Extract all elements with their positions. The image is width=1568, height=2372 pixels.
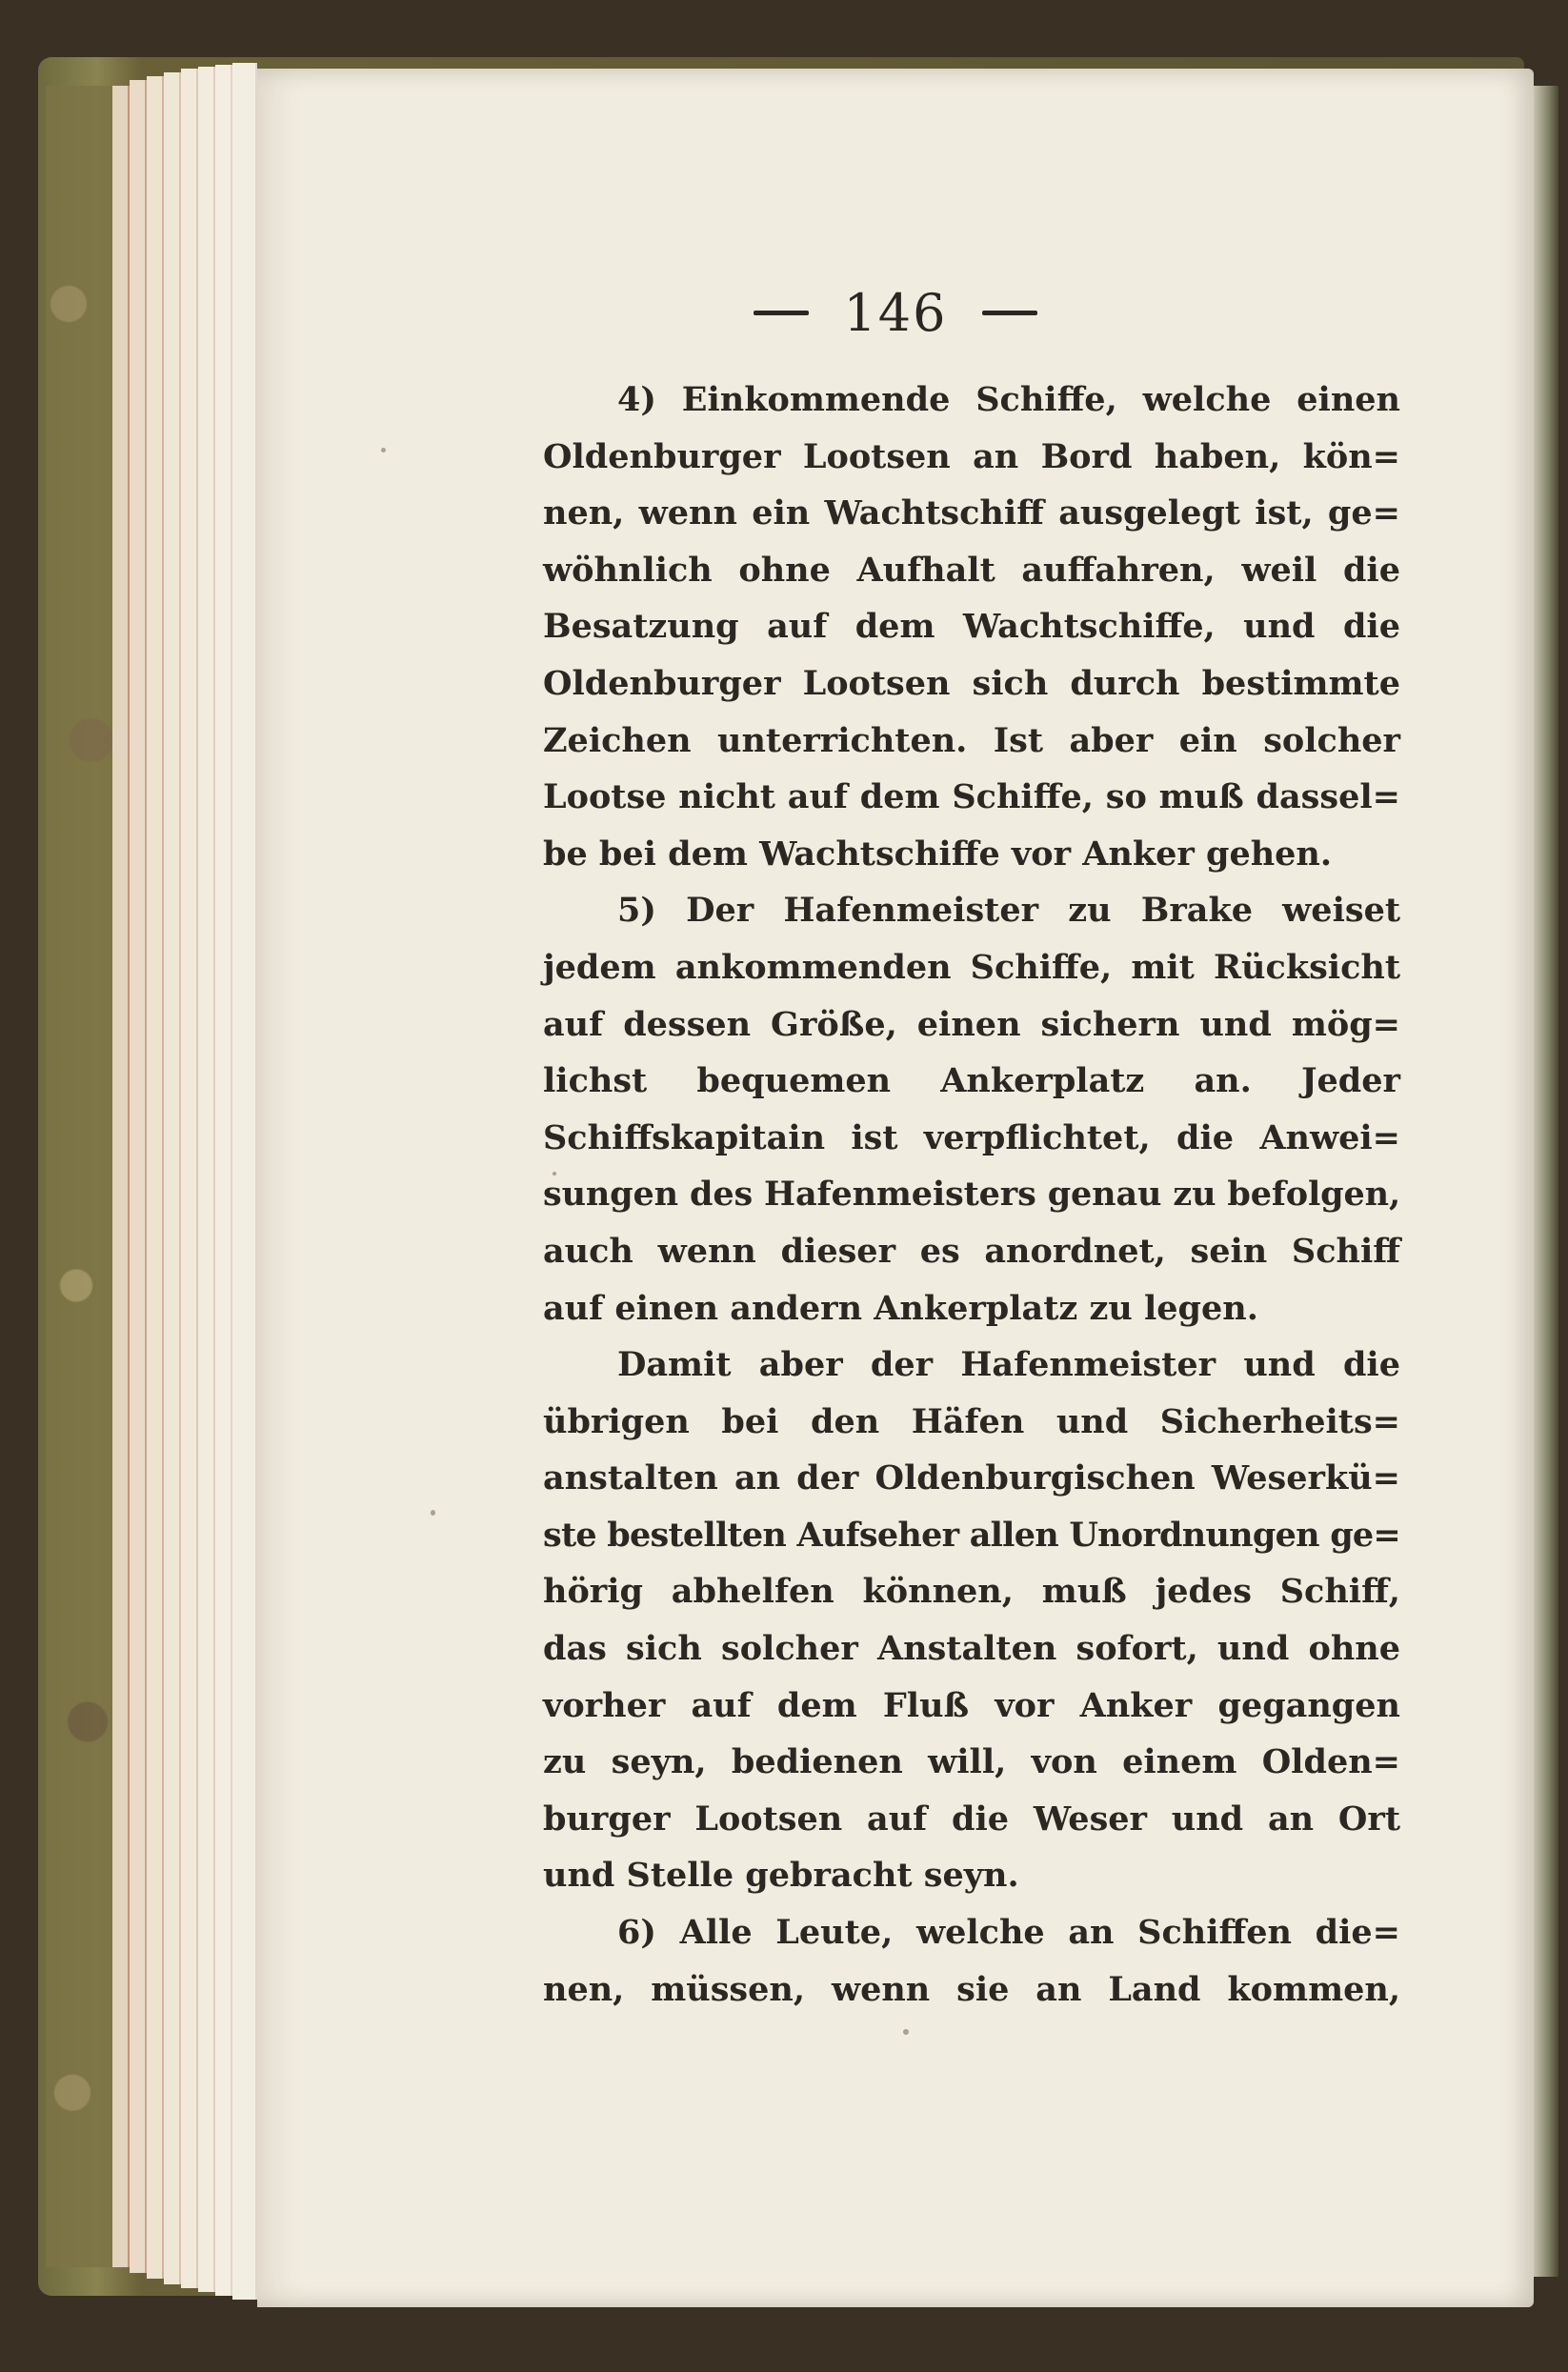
text-line: Oldenburger Lootsen sich durch bestimmte	[543, 663, 1400, 703]
paper-speck	[431, 1510, 435, 1516]
text-line: be bei dem Wachtschiffe vor Anker gehen.	[543, 834, 1333, 874]
paper-speck	[903, 2029, 909, 2035]
text-line: auf einen andern Ankerplatz zu legen.	[543, 1288, 1258, 1328]
text-line: sungen des Hafenmeisters genau zu befolgen,	[543, 1175, 1400, 1215]
facing-page-edge	[1530, 86, 1558, 2277]
text-line: Damit aber der Hafenmeister und die	[617, 1345, 1400, 1385]
text-line: 4) Einkommende Schiffe, welche einen	[617, 380, 1400, 419]
page-edge	[232, 63, 257, 2300]
text-line: Zeichen unterrichten. Ist aber ein solcher	[543, 720, 1400, 760]
text-line: 6) Alle Leute, welche an Schiffen die=	[617, 1913, 1400, 1953]
text-line: jedem ankommenden Schiffe, mit Rücksicht	[543, 947, 1400, 987]
text-line: hörig abhelfen können, muß jedes Schiff,	[543, 1572, 1400, 1612]
text-line: zu seyn, bedienen will, von einem Olden=	[543, 1742, 1400, 1782]
text-line: vorher auf dem Fluß vor Anker gegangen	[543, 1685, 1400, 1725]
text-line: nen, wenn ein Wachtschiff ausgelegt ist, ge=	[543, 493, 1400, 533]
header-dash-left	[754, 311, 809, 315]
text-line: und Stelle gebracht seyn.	[543, 1856, 1019, 1896]
text-line: Besatzung auf dem Wachtschiffe, und die	[543, 607, 1400, 647]
body-text	[543, 372, 1400, 2018]
text-line: Schiffskapitain ist verpflichtet, die Anwei=	[543, 1117, 1400, 1157]
page-header	[257, 278, 1534, 347]
page-edge	[147, 76, 164, 2279]
text-line: das sich solcher Anstalten sofort, und ohne	[543, 1629, 1400, 1669]
text-line: burger Lootsen auf die Weser und an Ort	[543, 1799, 1400, 1839]
header-dash-right	[982, 311, 1037, 315]
page-edge	[130, 80, 147, 2273]
page-number: 146	[843, 282, 948, 343]
text-line: ste bestellten Aufseher allen Unordnungen ge=	[543, 1515, 1400, 1555]
text-line: Oldenburger Lootsen an Bord haben, kön=	[543, 436, 1400, 476]
cover-marbling	[46, 86, 122, 2267]
text-line: wöhnlich ohne Aufhalt auffahren, weil die	[543, 550, 1400, 590]
text-line: Lootse nicht auf dem Schiffe, so muß dassel=	[543, 777, 1400, 817]
text-line: nen, müssen, wenn sie an Land kommen,	[543, 1969, 1400, 2009]
text-line: 5) Der Hafenmeister zu Brake weiset	[617, 891, 1400, 931]
paper-speck	[381, 448, 386, 452]
page-edge	[164, 72, 181, 2284]
page-edge	[198, 67, 215, 2292]
text-line: auf dessen Größe, einen sichern und mög=	[543, 1004, 1400, 1044]
page-edge	[112, 86, 130, 2267]
text-line: lichst bequemen Ankerplatz an. Jeder	[543, 1061, 1400, 1101]
page-edge	[215, 65, 232, 2296]
text-line: anstalten an der Oldenburgischen Weserkü=	[543, 1458, 1400, 1498]
text-line: übrigen bei den Häfen und Sicherheits=	[543, 1401, 1400, 1441]
text-line: auch wenn dieser es anordnet, sein Schiff	[543, 1231, 1400, 1271]
page-edge	[181, 69, 198, 2288]
